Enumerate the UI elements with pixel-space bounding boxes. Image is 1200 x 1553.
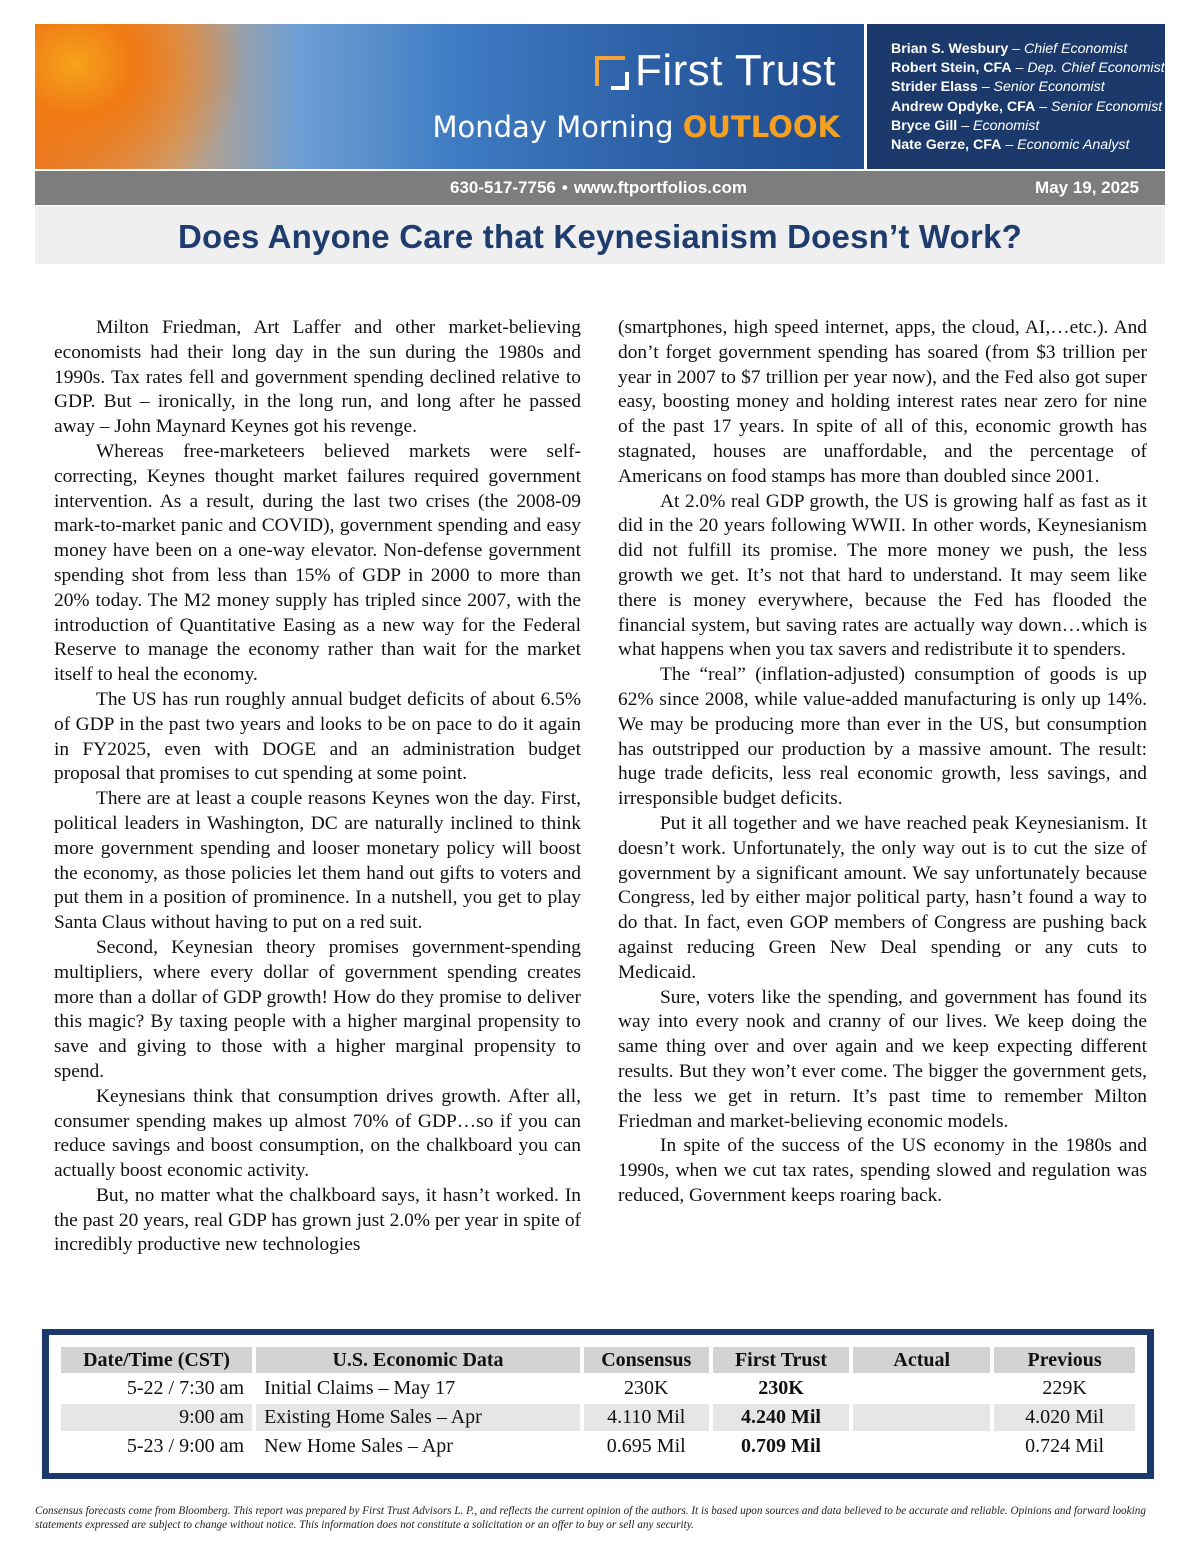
contact-bar — [35, 171, 1165, 205]
cell-data: Initial Claims – May 17 — [256, 1375, 580, 1402]
economic-data-table — [57, 1345, 1139, 1462]
author-name: Andrew Opdyke, CFA — [891, 98, 1036, 115]
publication-title-main: Monday Morning — [432, 110, 674, 144]
cell-consensus: 0.695 Mil — [584, 1433, 709, 1460]
column-header: Previous — [994, 1347, 1135, 1373]
cell-data: New Home Sales – Apr — [256, 1433, 580, 1460]
author-title: Senior Economist — [1051, 98, 1163, 115]
cell-consensus: 4.110 Mil — [584, 1404, 709, 1431]
publication-title-accent: OUTLOOK — [682, 110, 840, 144]
column-header: First Trust — [713, 1347, 850, 1373]
table-row — [61, 1404, 1135, 1431]
article-column-right — [618, 316, 1147, 1209]
bullet-separator: • — [561, 178, 568, 197]
brand-panel — [35, 24, 864, 169]
body-paragraph: But, no matter what the chalkboard says, it hasn’t worked. In the past 20 years, real GDP has grown just 2.0% per year in spite of incredibly productive new technologies — [54, 1184, 581, 1256]
body-paragraph: Sure, voters like the spending, and government has found its way into every nook and cranny of our lives. We keep doing the same thing over and over again and we keep expecting different results. But they won’t ever come. The bigger the government gets, the less we get in return. It’s past time to remember Milton Friedman and market-believing economic models. — [618, 986, 1147, 1132]
contact-info — [450, 178, 747, 198]
body-paragraph: At 2.0% real GDP growth, the US is growing half as fast as it did in the 20 years following WWII. In other words, Keynesianism did not fulfill its promise. The more money we push, the less growth we get. It’s not that hard to understand. It may seem like there is money everywhere, because the Fed has flooded the financial system, but saving rates are actually way down…which is what happens when you tax savers and redistribute it to spenders. — [618, 490, 1147, 661]
cell-time: 9:00 am — [61, 1404, 252, 1431]
author-name: Bryce Gill — [891, 117, 958, 134]
author-entry: Nate Gerze, CFA – Economic Analyst — [891, 137, 1130, 154]
body-paragraph: In spite of the success of the US economy in the 1980s and 1990s, when we cut tax rates, spending slowed and regulation was reduced, Government keeps roaring back. — [618, 1135, 1147, 1206]
title-band — [35, 206, 1165, 264]
cell-actual — [853, 1433, 990, 1460]
cell-actual — [853, 1404, 990, 1431]
author-title: Dep. Chief Economist — [1027, 60, 1165, 77]
cell-time: 5-23 / 9:00 am — [61, 1433, 252, 1460]
article-title: Does Anyone Care that Keynesianism Doesn’t Work? — [178, 218, 1022, 255]
body-paragraph: Milton Friedman, Art Laffer and other market-believing economists had their long day in the sun during the 1980s and 1990s. Tax rates fell and government spending declined relative to GDP. But – ironically, in the long run, and long after he passed away – John Maynard Keynes got his revenge. — [54, 317, 581, 438]
table-row — [61, 1375, 1135, 1402]
cell-data: Existing Home Sales – Apr — [256, 1404, 580, 1431]
body-paragraph: Keynesians think that consumption drives growth. After all, consumer spending makes up almost 70% of GDP…so if you can reduce savings and boost consumption, on the chalkboard you can actually boost economic activity. — [54, 1085, 581, 1182]
author-list — [864, 24, 1165, 169]
cell-time: 5-22 / 7:30 am — [61, 1375, 252, 1402]
body-paragraph-continued: (smartphones, high speed internet, apps, the cloud, AI,…etc.). And don’t forget government spending has soared (from $3 trillion per year in 2007 to $7 trillion per year now), and the Fed also got super easy, boosting money and holding interest rates near zero for nine of the past 17 years. In spite of all of this, economic growth has stagnated, houses are unaffordable, and the percentage of Americans on food stamps has more than doubled since 2001. — [618, 317, 1147, 487]
website-link[interactable]: www.ftportfolios.com — [573, 178, 747, 197]
author-entry: Andrew Opdyke, CFA – Senior Economist — [891, 98, 1163, 115]
author-entry: Strider Elass – Senior Economist — [891, 79, 1105, 96]
author-title: Economist — [973, 117, 1040, 134]
column-header: Date/Time (CST) — [61, 1347, 252, 1373]
brand-logo — [595, 46, 836, 96]
publication-title — [432, 110, 840, 144]
body-paragraph: There are at least a couple reasons Keynes won the day. First, political leaders in Washington, DC are naturally inclined to think more government spending and looser monetary policy will boost the economy, as those policies let them hand out gifts to voters and put them in a position of prominence. In a nutshell, you get to play Santa Claus without having to put on a red suit. — [54, 788, 581, 934]
author-title: Senior Economist — [993, 79, 1105, 96]
author-entry: Robert Stein, CFA – Dep. Chief Economist — [891, 60, 1165, 77]
cell-previous: 229K — [994, 1375, 1135, 1402]
phone-number: 630-517-7756 — [450, 178, 556, 197]
article-column-left — [54, 316, 581, 1258]
body-paragraph: The “real” (inflation-adjusted) consumption of goods is up 62% since 2008, while value-added manufacturing is only up 14%. We may be producing more than ever in the US, but consumption has outstripped our production by a massive amount. The result: huge trade deficits, less real economic growth, less savings, and irresponsible budget deficits. — [618, 664, 1147, 810]
body-paragraph: Whereas free-marketeers believed markets were self-correcting, Keynes thought market failures required government intervention. As a result, during the last two crises (the 2008-09 mark-to-market panic and COVID), government spending and easy money have been on a one-way elevator. Non-defense government spending shot from less than 15% of GDP in 2000 to more than 20% today. The M2 money supply has tripled since 2007, with the introduction of Quantitative Easing as a new way for the Federal Reserve to manage the economy rather than wait for the market itself to heal the economy. — [54, 440, 581, 686]
cell-previous: 4.020 Mil — [994, 1404, 1135, 1431]
header-banner — [35, 24, 1165, 169]
author-entry: Brian S. Wesbury – Chief Economist — [891, 41, 1128, 57]
column-header: U.S. Economic Data — [256, 1347, 580, 1373]
author-name: Nate Gerze, CFA — [891, 137, 1002, 154]
first-trust-logo-icon — [595, 56, 625, 86]
body-paragraph: Put it all together and we have reached peak Keynesianism. It doesn’t work. Unfortunately, the only way out is to cut the size of government by a significant amount. We say unfortunately because Congress, led by either major political party, hasn’t found a way to do that. In fact, even GOP members of Congress are pushing back against reducing Green New Deal spending or any cuts to Medicaid. — [618, 812, 1147, 983]
cell-first-trust: 230K — [713, 1375, 850, 1402]
cell-first-trust: 4.240 Mil — [713, 1404, 850, 1431]
author-entry: Bryce Gill – Economist — [891, 117, 1040, 134]
cell-consensus: 230K — [584, 1375, 709, 1402]
cell-first-trust: 0.709 Mil — [713, 1433, 850, 1460]
issue-date: May 19, 2025 — [1035, 178, 1139, 197]
table-row — [61, 1433, 1135, 1460]
author-title: Chief Economist — [1024, 41, 1128, 57]
author-name: Robert Stein, CFA — [891, 60, 1012, 77]
cell-previous: 0.724 Mil — [994, 1433, 1135, 1460]
brand-name: First Trust — [634, 46, 836, 95]
table-header-row — [61, 1347, 1135, 1373]
author-title: Economic Analyst — [1017, 137, 1130, 154]
body-paragraph: The US has run roughly annual budget deficits of about 6.5% of GDP in the past two years and looks to be on pace to do it again in FY2025, even with DOGE and an administration budget proposal that promises to cut spending at some point. — [54, 688, 581, 785]
column-header: Consensus — [584, 1347, 709, 1373]
author-name: Brian S. Wesbury — [891, 41, 1009, 57]
economic-data-table-frame — [42, 1329, 1154, 1479]
economic-data-table-inner — [49, 1335, 1147, 1473]
column-header: Actual — [853, 1347, 990, 1373]
author-name: Strider Elass — [891, 79, 978, 96]
body-paragraph: Second, Keynesian theory promises government-spending multipliers, where every dollar of government spending creates more than a dollar of GDP growth! How do they promise to deliver this magic? By taxing people with a higher marginal propensity to save and giving to those with a higher marginal propensity to spend. — [54, 936, 581, 1082]
cell-actual — [853, 1375, 990, 1402]
disclaimer: Consensus forecasts come from Bloomberg. This report was prepared by First Trust Advisors L. P., and reflects the current opinion of the authors. It is based upon sources and data believed to be accurate and reliable. Opinions and forward looking statements expressed are subject to change without notice. This information does not constitute a solicitation or an offer to buy or sell any security. — [35, 1505, 1146, 1531]
